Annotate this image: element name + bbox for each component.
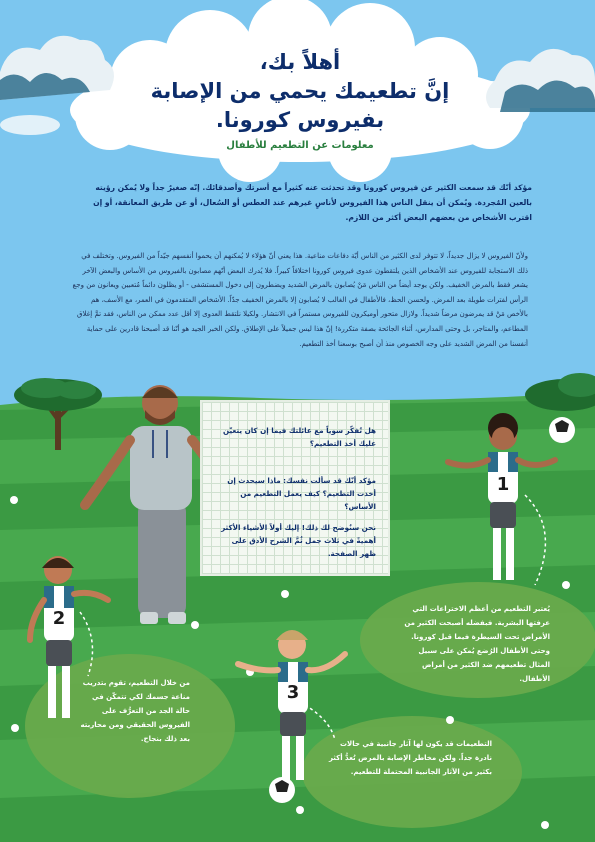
title-line-1: أهلاً بك، bbox=[259, 50, 341, 74]
title-line-2: إنَّ تطعيمك يحمي من الإصابة bbox=[150, 79, 450, 103]
title-line-3: بفيروس كورونا. bbox=[215, 108, 385, 132]
bubble-text-bottom: التطعيمات قد يكون لها آثار جانبية في حالات نادرة جداً. ولكن مخاطر الإصابة بالمرض تُعدُّ أكثر بكثير من الآثار الجانبية المحتملة للتطعيم. bbox=[328, 740, 492, 776]
page-subtitle: معلومات عن التطعيم للأطفال bbox=[226, 140, 374, 151]
bubble-text-left: من خلال التطعيم، تقوم بتدريب مناعة جسمك لكي تتمكّن في حالة الجد من التعرُّف على الفيروس الحقيقي ومن محاربته بعد ذلك بنجاح. bbox=[80, 679, 190, 743]
jersey-number-1: 1 bbox=[496, 474, 510, 495]
jersey-number-2: 2 bbox=[52, 608, 66, 629]
intro-paragraph: مؤكد أنّك قد سمعت الكثير عن فيروس كورونا وقد تحدثت عنه كثيراً مع أسرتك وأصدقائك. إنّه صغيرٌ جداً ولا يُمكن رؤيته بالعين المُجردة. ويُمكن أن ينقل الناس هذا الفيروس لأناسٍ غيرهم عند العطس أو السُعال، أو عن طريق المعانقة، أو إن اقترب الأشخاص من بعضهم البعض أكثر من اللازم. bbox=[93, 183, 532, 222]
soccer-ball-top bbox=[549, 417, 575, 443]
jersey-number-3: 3 bbox=[286, 682, 300, 703]
bubble-text-right: يُعتبر التطعيم من أعظم الاختراعات التي عرفتها البشرية. فبفضله أصبحت الكثير من الأمراض تحت السيطرة فيما قبل كورونا. وحتى الأطفال الرُضع يُمكن على سبيل المثال تطعيمهم ضد الكثير من أمراض الأطفال. bbox=[404, 605, 550, 683]
page-title bbox=[150, 48, 450, 135]
soccer-ball-bottom bbox=[269, 777, 295, 803]
body-paragraph: ولأنّ الفيروس لا يزال جديداً، لا تتوفر لدى الكثير من الناس أيّة دفاعات مناعية. هذا يعني أنّ هؤلاء لا يُمكنهم أن يحموا أنفسهم جيّداً من الفيروس. وتختلف في ذلك الاستجابة للفيروس عند الأشخاص الذين يلتقطون عدوى فيروس كورونا اختلافاً كبيراً. فلا يُدرك البعض أنّهم مصابون بالفيروس من الأساس والبعض الآخر يشعر فقط بالمرض الخفيف. ولكن يوجد أيضاً من الناس مَنْ يُصابون بالمرض الشديد ويضطرون إلى دخول المستشفى - أو يظلون دائماً مُتعبين ويعانون من وجع الرأس لفترات طويلة بعد المرض. ولحسن الحظ، فالأطفال في الغالب لا يُصابون إلا بالمرض الخفيف جدّاً. الأشخاص المتقدمون في العمر، مع الأسف، هم بالأخص مَنْ قد يمرضون مرضاً شديداً. ولازال متحور أوميكرون للفيروس مستمراً في الانتشار. ولكيلا نلتقط العدوى إلا أقل عدد ممكن من الناس، فقد تمَّ إغلاق المطاعم، والمتاجر، بل وحتى المدارس، أثناء الجائحة بصفة متكررة! إنّ هذا ليس جميلاً على الإطلاق. ولكن الخبر الجيد هو أنّنا قد أصبحنا قادرين على حماية أنفسنا من المرض الشديد على وجه الخصوص منذ أن أصبح بوسعنا أخذ التطعيم. bbox=[72, 252, 528, 348]
board-question-2: مؤكد أنّك قد سألت نفسك: ماذا سيحدث إن أخذت التطعيم؟ كيف يعمل التطعيم من الأساس؟ bbox=[227, 476, 376, 511]
board-question-3: نحن سنُوضح لك ذلك! إليك أولاً الأشياء الأكثر أهميةً في ثلاث جمل ثُمَّ الشرح الأدق على ظهر الصفحة. bbox=[221, 523, 376, 558]
board-question-1: هل تُفكّر سوياً مع عائلتك فيما إن كان يتعيّن عليك أخذ التطعيم؟ bbox=[222, 426, 376, 448]
